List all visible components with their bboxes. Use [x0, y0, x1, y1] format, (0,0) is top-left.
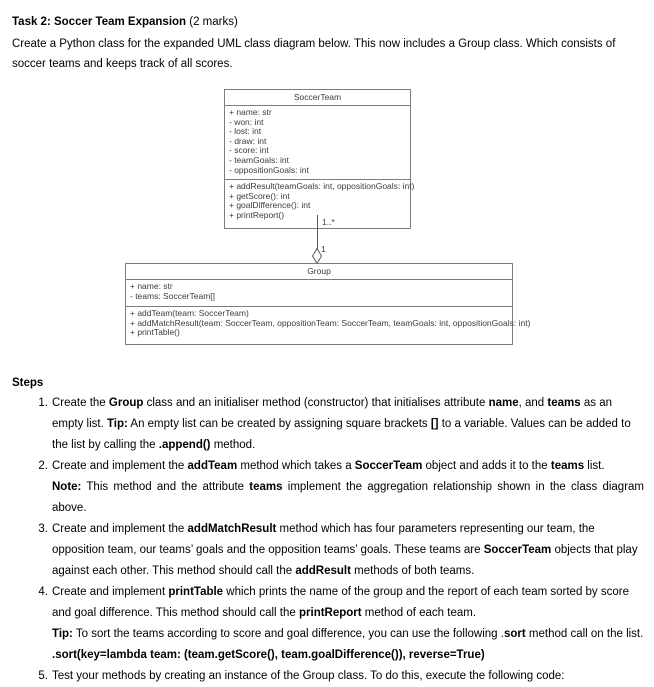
uml-class-diagram	[0, 85, 654, 345]
uml-operation: + printReport()	[229, 209, 285, 220]
step-number: 2.	[38, 460, 48, 472]
uml-attribute: + name: str	[130, 281, 173, 291]
uml-class-soccerteam-name: SoccerTeam	[225, 90, 410, 106]
uml-class-soccerteam-attributes	[225, 106, 410, 180]
uml-operation: + getScore(): int	[229, 190, 290, 201]
uml-operation: + goalDifference(): int	[229, 200, 311, 211]
step-number: 1.	[38, 397, 48, 409]
step-item	[12, 393, 644, 456]
task-intro-block	[12, 12, 642, 74]
step-item	[12, 519, 644, 582]
uml-class-soccerteam	[224, 89, 415, 229]
uml-attribute: + name: str	[229, 107, 272, 117]
uml-attribute: - oppositionGoals: int	[229, 164, 309, 175]
multiplicity-label-one: 1	[321, 244, 326, 254]
uml-operation: + addResult(teamGoals: int, oppositionGoals: int)	[229, 181, 415, 191]
step-number: 3.	[38, 523, 48, 535]
step-number: 4.	[38, 586, 48, 598]
aggregation-diamond-icon	[312, 248, 322, 264]
uml-attribute: - teamGoals: int	[229, 154, 289, 165]
uml-operation: + addMatchResult(team: SoccerTeam, oppositionTeam: SoccerTeam, teamGoals: int, oppositionGoals: int)	[130, 317, 531, 328]
uml-attribute: - lost: int	[229, 126, 262, 137]
uml-attribute: - draw: int	[229, 135, 267, 146]
uml-attribute: - score: int	[229, 145, 269, 156]
uml-attribute: - won: int	[229, 116, 264, 127]
step-text: Create and implement the addMatchResult method which has four parameters representing our team, the opposition team, our teams’ goals and the opposition teams’ goals. These teams are SoccerTeam objects that play against each other. This method should call the addResult methods of both teams.	[52, 523, 638, 577]
uml-operation: + addTeam(team: SoccerTeam)	[130, 308, 249, 318]
steps-section	[12, 374, 644, 687]
task-description: Create a Python class for the expanded UML class diagram below. This now includes a Group class. Which consists of soccer teams and keeps track of all scores.	[12, 38, 616, 70]
task-heading-title: Task 2: Soccer Team Expansion	[12, 16, 187, 28]
step-text: Create and implement printTable which prints the name of the group and the report of each team sorted by score and goal difference. This method should call the printReport method of each team. Tip: To sort the teams according to score and goal difference, you can use the following .sort method call on the list. .sort(key=lambda team: (team.getScore(), team.goalDifference()), reverse=True)	[52, 586, 644, 661]
uml-class-group-operations	[126, 307, 531, 344]
step-number: 5.	[38, 670, 48, 682]
step-item	[12, 666, 644, 687]
step-text: Create and implement the addTeam method which takes a SoccerTeam object and adds it to the teams list. Note: This method and the attribute teams implement the aggregation relationship shown in the class diagram above.	[52, 460, 645, 514]
uml-class-group-name: Group	[126, 264, 512, 280]
step-text: Create the Group class and an initialiser method (constructor) that initialises attribute name, and teams as an empty list. Tip: An empty list can be created by assigning square brackets [] to a variable. Values can be added to the list by calling the .append() method.	[52, 397, 631, 451]
steps-heading: Steps	[12, 377, 44, 389]
multiplicity-label-many: 1..*	[322, 217, 335, 227]
task-heading-marks: (2 marks)	[189, 16, 238, 28]
uml-operation: + printTable()	[130, 327, 180, 338]
uml-attribute: - teams: SoccerTeam[]	[130, 290, 216, 301]
uml-class-group	[125, 263, 531, 345]
step-text: Test your methods by creating an instance of the Group class. To do this, execute the following code:	[52, 670, 565, 682]
uml-class-group-attributes	[126, 280, 512, 307]
step-item	[12, 582, 644, 666]
task-heading	[12, 12, 642, 32]
step-item	[12, 456, 644, 519]
